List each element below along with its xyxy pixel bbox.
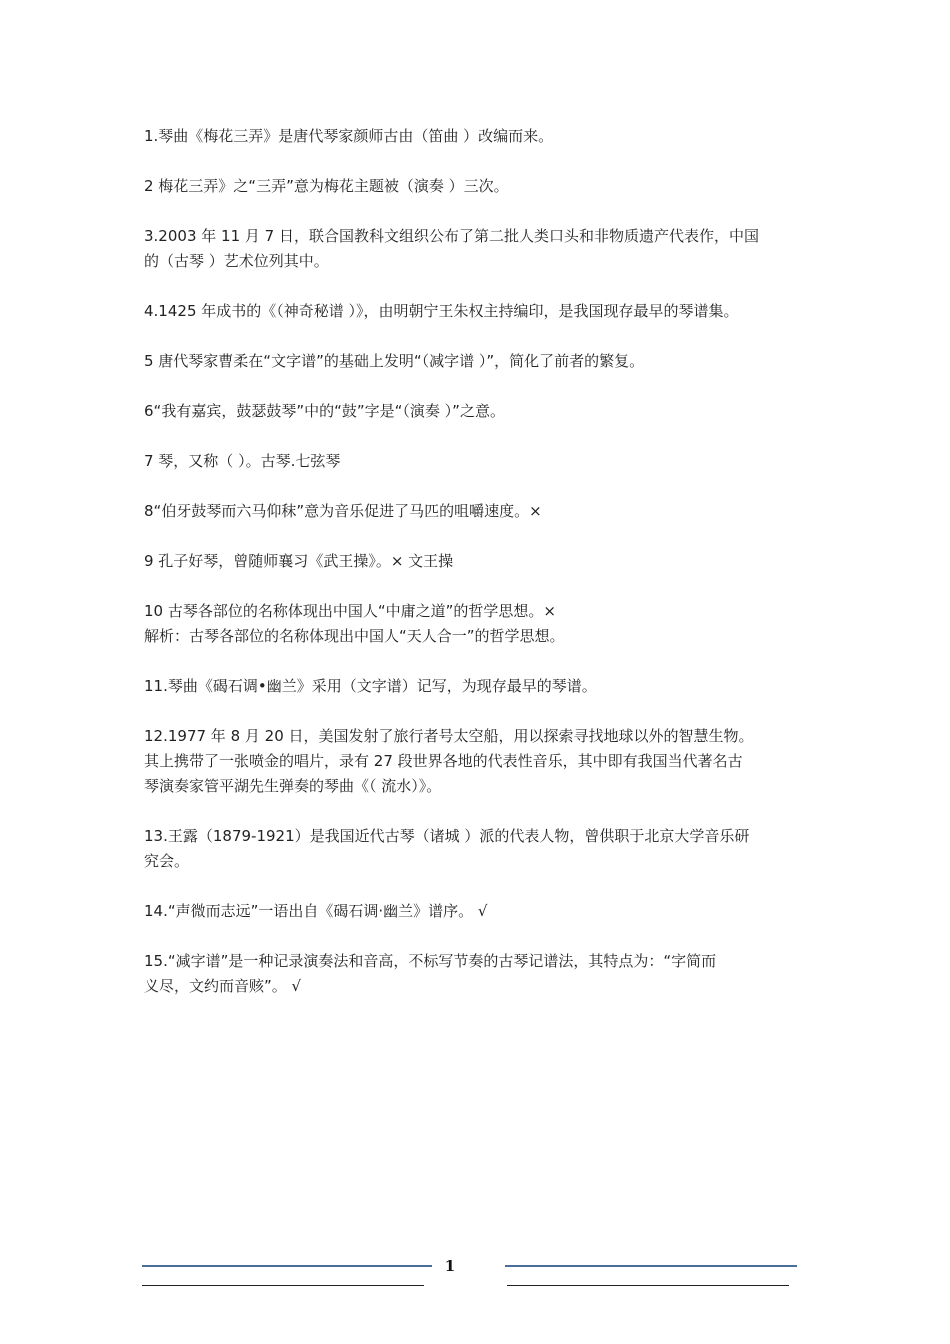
question-list [144,124,834,1024]
question-item [144,174,834,199]
question-text-line: 6“我有嘉宾，鼓瑟鼓琴”中的“鼓”字是“（演奏 ）”之意。 [144,402,505,420]
question-text-line: 2 梅花三弄》之“三弄”意为梅花主题被（演奏 ）三次。 [144,177,509,195]
question-text-line: 11.琴曲《碣石调•幽兰》采用（文字谱）记写，为现存最早的琴谱。 [144,677,597,695]
footer-rule-right-top [505,1265,797,1267]
question-text-line: 3.2003 年 11 月 7 日，联合国教科文组织公布了第二批人类口头和非物质遗产代表作，中国 [144,227,759,245]
question-item [144,124,834,149]
question-text-line: 的（古琴 ）艺术位列其中。 [144,252,329,270]
question-text-line: 义尽，文约而音赅”。 √ [144,977,302,995]
question-item [144,674,834,699]
question-text-line: 15.“减字谱”是一种记录演奏法和音高，不标写节奏的古琴记谱法，其特点为：“字简而 [144,952,717,970]
question-item [144,349,834,374]
footer-rule-right-bottom [507,1285,789,1286]
question-item [144,899,834,924]
footer-rule-left-bottom [142,1285,424,1286]
page-number: 1 [444,1257,456,1275]
question-text-line: 5 唐代琴家曹柔在“文字谱”的基础上发明“（减字谱 ）”，简化了前者的繁复。 [144,352,645,370]
page-footer [0,1255,950,1295]
question-item [144,499,834,524]
question-text-line: 究会。 [144,852,190,870]
question-text-line: 其上携带了一张喷金的唱片，录有 27 段世界各地的代表性音乐，其中即有我国当代著名古 [144,752,743,770]
question-text-line: 10 古琴各部位的名称体现出中国人“中庸之道”的哲学思想。× [144,602,556,620]
question-item [144,724,834,799]
question-item [144,299,834,324]
question-text-line: 13.王露（1879-1921）是我国近代古琴（诸城 ）派的代表人物，曾供职于北京大学音乐研 [144,827,750,845]
question-item [144,599,834,649]
question-text-line: 解析：古琴各部位的名称体现出中国人“天人合一”的哲学思想。 [144,627,565,645]
question-text-line: 12.1977 年 8 月 20 日，美国发射了旅行者号太空船，用以探索寻找地球以外的智慧生物。 [144,727,754,745]
question-item [144,824,834,874]
question-text-line: 9 孔子好琴，曾随师襄习《武王操》。× 文王操 [144,552,454,570]
question-text-line: 14.“声微而志远”一语出自《碣石调·幽兰》谱序。 √ [144,902,488,920]
question-text-line: 1.琴曲《梅花三弄》是唐代琴家颜师古由（笛曲 ）改编而来。 [144,127,554,145]
question-text-line: 8“伯牙鼓琴而六马仰秣”意为音乐促进了马匹的咀嚼速度。× [144,502,542,520]
footer-rule-left-top [142,1265,432,1267]
question-item [144,449,834,474]
question-item [144,224,834,274]
question-text-line: 7 琴，又称（ ）。古琴.七弦琴 [144,452,341,470]
question-text-line: 琴演奏家管平湖先生弹奏的琴曲《（ 流水）》。 [144,777,442,795]
question-item [144,949,834,999]
question-text-line: 4.1425 年成书的《（神奇秘谱 ）》，由明朝宁王朱权主持编印，是我国现存最早的琴谱集。 [144,302,739,320]
question-item [144,549,834,574]
question-item [144,399,834,424]
